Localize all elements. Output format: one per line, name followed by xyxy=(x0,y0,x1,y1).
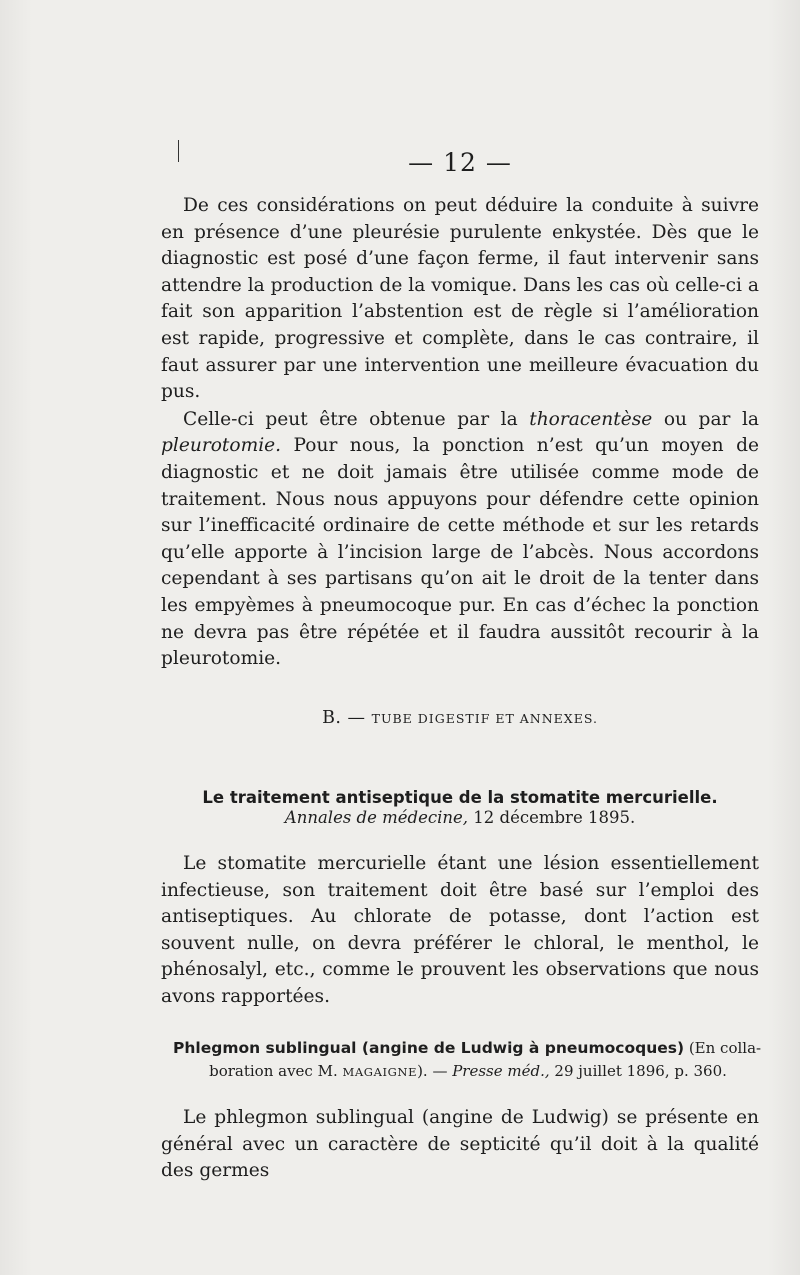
article-source-stomatite: Annales de médecine, 12 décembre 1895. xyxy=(284,808,636,827)
paragraph-stomatite: Le stomatite mercurielle étant une lésion essentiellement infectieuse, son traitement doit être basé sur l’emploi des antiseptiques. Au chlorate de potasse, dont l’action est souvent nulle, on devra préférer le chloral, le menthol, le phénosalyl, etc., comme le prouvent les observations que nous avons rapportées. xyxy=(161,853,759,1007)
paragraph-phlegmon: Le phlegmon sublingual (angine de Ludwig) se présente en général avec un caractère de septicité qu’il doit à la qualité des germes xyxy=(161,1107,759,1182)
article-heading-phlegmon: Phlegmon sublingual (angine de Ludwig à pneumocoques) (En colla- boration avec M. MAGAIGNE). — Presse méd., 29 juillet 1896, p. 360. xyxy=(173,1039,762,1080)
text-block-phlegmon xyxy=(161,1105,759,1185)
term-thoracentese: thoracentèse xyxy=(529,408,653,430)
page-number: — 12 — xyxy=(408,148,512,177)
article-title-stomatite: Le traitement antiseptique de la stomatite mercurielle. xyxy=(202,788,718,807)
term-pleurotomie: pleurotomie. xyxy=(161,435,282,457)
collaborator-name: MAGAIGNE xyxy=(342,1065,418,1079)
paragraph-thoracentese: Celle-ci peut être obtenue par la thoracentèse ou par la pleurotomie. Pour nous, la ponction n’est qu’un moyen de diagnostic et ne doit jamais être utilisée comme mode de traitement. Nous nous appuyons pour défendre cette opinion sur l’inefficacité ordinaire de cette méthode et sur les retards qu’elle apporte à l’incision large de l’abcès. Nous accordons cependant à ses partisans qu’on ait le droit de la tenter dans les empyèmes à pneumocoque pur. En cas d’échec la ponction ne devra pas être répétée et il faudra aussitôt recourir à la pleurotomie. xyxy=(161,408,759,670)
article-title-phlegmon: Phlegmon sublingual (angine de Ludwig à pneumocoques) xyxy=(173,1039,685,1057)
section-heading: B. — TUBE DIGESTIF ET ANNEXES. xyxy=(322,708,598,728)
paragraph-conduite: De ces considérations on peut déduire la conduite à suivre en présence d’une pleurésie purulente enkystée. Dès que le diagnostic est posé d’une façon ferme, il faut intervenir sans attendre la production de la vomique. Dans les cas où celle-ci a fait son apparition l’abstention est de règle si l’amélioration est rapide, progressive et complète, dans le cas contraire, il faut assurer par une intervention une meilleure évacuation du pus. xyxy=(161,195,759,403)
text-block-stomatite xyxy=(161,851,759,1011)
text-block-pleuresie xyxy=(161,193,759,673)
